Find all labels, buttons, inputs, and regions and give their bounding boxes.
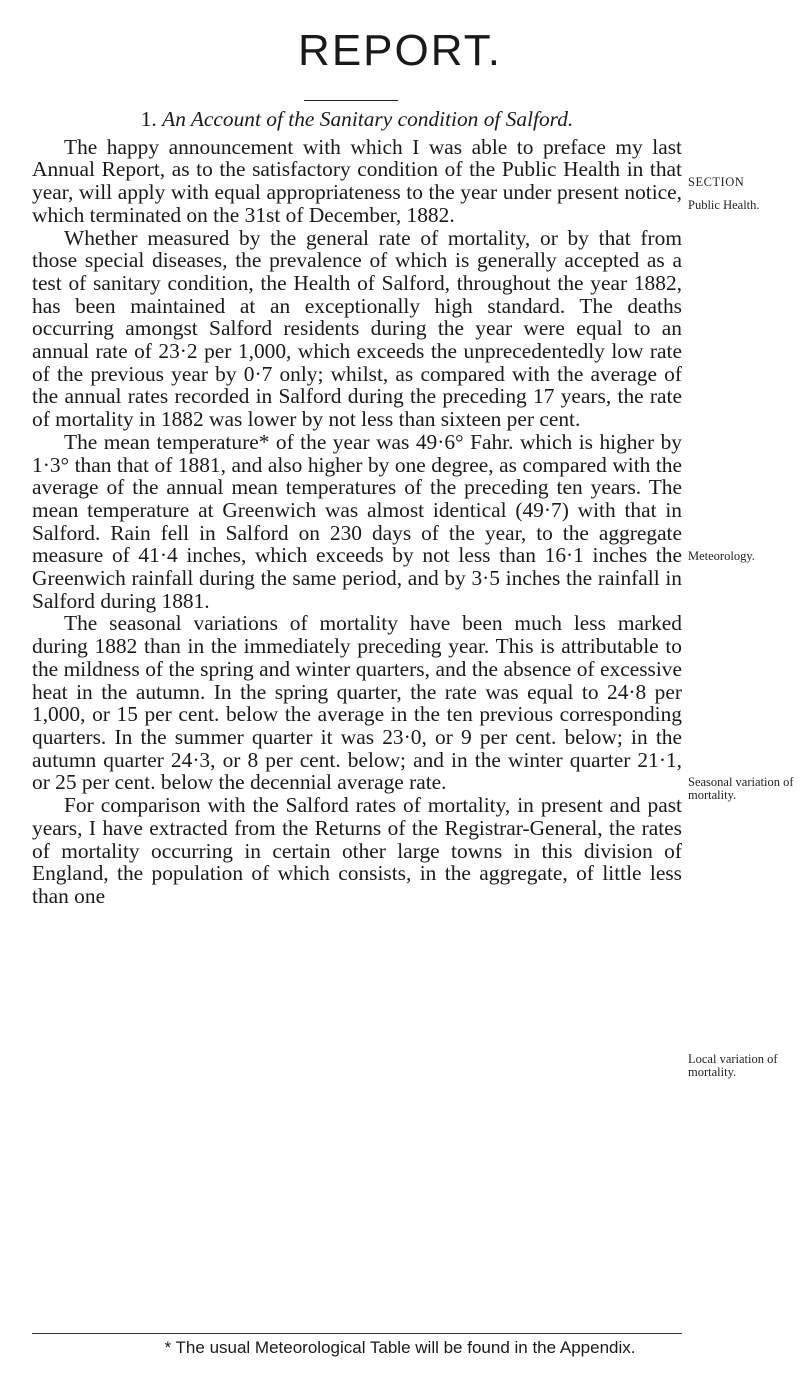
section-title: An Account of the Sanitary condition of Salford. — [162, 107, 574, 131]
paragraph-meteorology: The mean temperature* of the year was 49·6° Fahr. which is higher by 1·3° than that of 1881, and also higher by one degree, as compared with the average of the annual mean temperatures of the preceding ten years. The mean temperature at Greenwich was almost identical (49·7) with that in Salford. Rain fell in Salford on 230 days of the year, to the aggregate measure of 41·4 inches, which exceeds by not less than 16·1 inches the Greenwich rainfall during the same period, and by 3·5 inches the rainfall in Salford during 1881. — [32, 429, 682, 613]
paragraph-comparison: For comparison with the Salford rates of mortality, in present and past years, I have extracted from the Returns of the Registrar-General, the rates of mortality occurring in certain other large towns in this division of England, the population of which consists, in the aggregate, of little less than one — [32, 793, 682, 908]
paragraph-intro: The happy announcement with which I was able to preface my last Annual Report, as to the satisfactory condition of the Public Health in that year, will apply with equal appropriateness to the year under present notice, which terminated on the 31st of December, 1882. — [32, 134, 682, 227]
margin-note-seasonal: Seasonal variation of mortality. — [688, 775, 794, 802]
section-heading — [32, 108, 682, 131]
margin-note-local: Local variation of mortality. — [688, 1052, 778, 1079]
title-divider — [304, 100, 398, 101]
margin-note-meteorology: Meteorology. — [688, 549, 755, 563]
page-title: REPORT. — [298, 26, 502, 75]
report-body — [32, 108, 682, 908]
margin-section-label: SECTION — [688, 175, 745, 189]
footnote-divider — [32, 1333, 682, 1334]
margin-note-public-health: Public Health. — [688, 198, 760, 212]
paragraph-seasonal: The seasonal variations of mortality have been much less marked during 1882 than in the immediately preceding year. This is attributable to the mildness of the spring and winter quarters, and the absence of excessive heat in the autumn. In the spring quarter, the rate was equal to 24·8 per 1,000, or 15 per cent. below the average in the ten previous corresponding quarters. In the summer quarter it was 23·0, or 9 per cent. below; in the autumn quarter 24·3, or 8 per cent. below; and in the winter quarter 21·1, or 25 per cent. below the decennial average rate. — [32, 611, 682, 795]
footnote: * The usual Meteorological Table will be found in the Appendix. — [164, 1338, 636, 1357]
paragraph-mortality: Whether measured by the general rate of mortality, or by that from those special diseases, the prevalence of which is generally accepted as a test of sanitary condition, the Health of Salford, throughout the year 1882, has been maintained at an exceptionally high standard. The deaths occurring amongst Salford residents during the year were equal to an annual rate of 23·2 per 1,000, which exceeds the unprecedentedly low rate of the previous year by 0·7 only; whilst, as compared with the average of the annual rates recorded in Salford during the preceding 17 years, the rate of mortality in 1882 was lower by not less than sixteen per cent. — [32, 225, 682, 432]
section-number: 1. — [140, 107, 157, 131]
